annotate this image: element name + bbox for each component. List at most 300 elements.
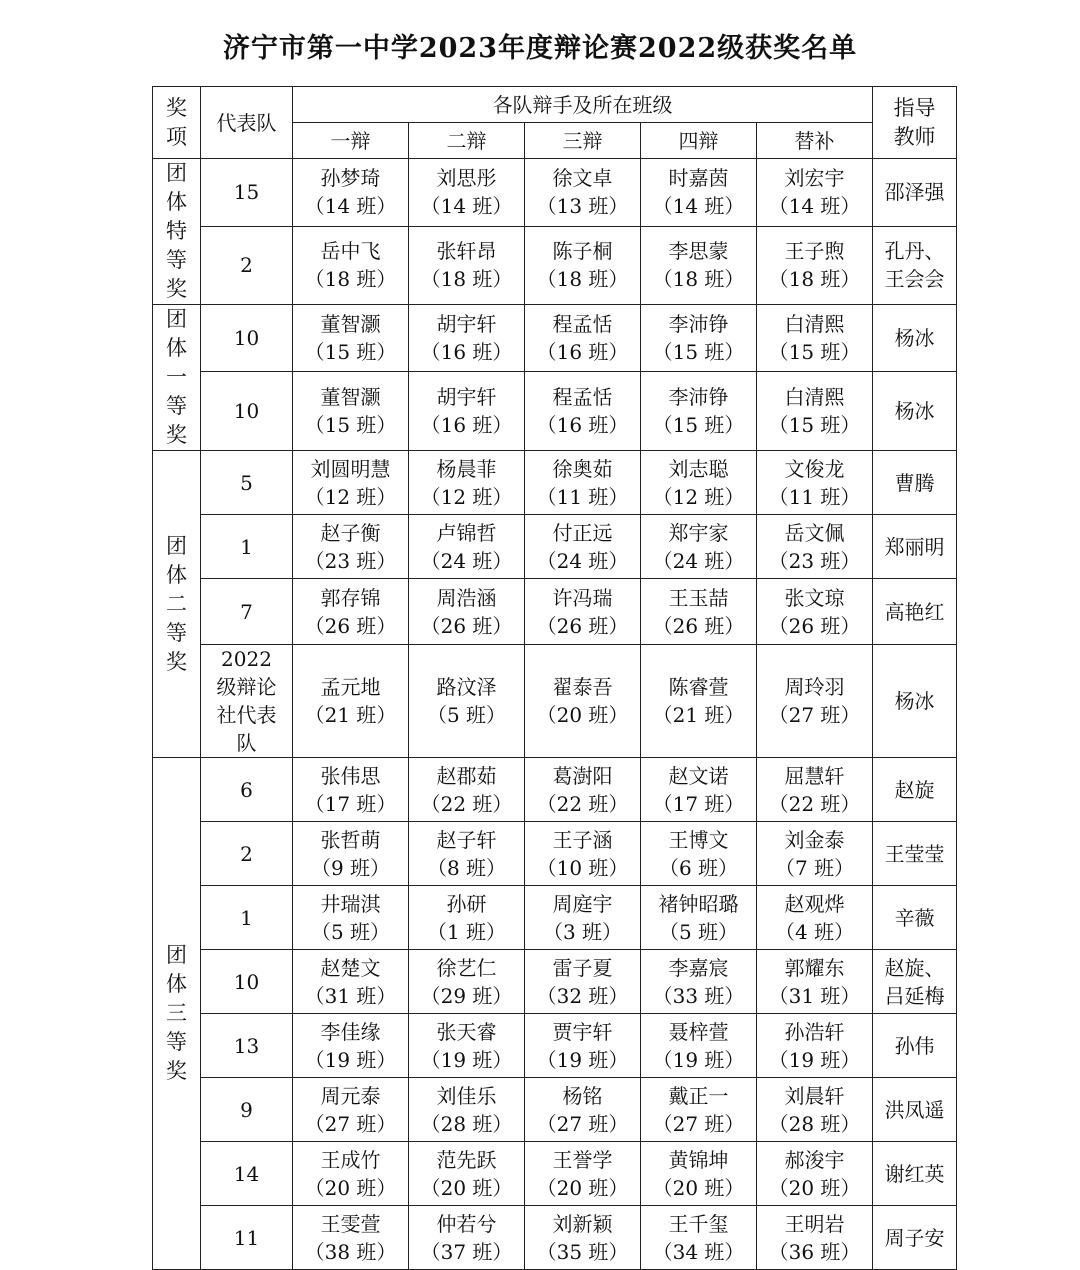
debater-name: 文俊龙 (784, 456, 845, 481)
teacher-cell: 杨冰 (873, 371, 957, 450)
page-title: 济宁市第一中学2023年度辩论赛2022级获奖名单 (222, 33, 858, 64)
debater-cell (409, 1078, 525, 1142)
debater-class: （23 班） (304, 548, 397, 573)
debater-cell (409, 226, 525, 304)
debater-cell (525, 579, 641, 645)
debater-cell (293, 1142, 409, 1206)
debater-name: 张天睿 (436, 1019, 497, 1044)
debater-name: 王玉喆 (668, 585, 729, 610)
debater-class: （4 班） (774, 919, 855, 944)
debater-cell (409, 579, 525, 645)
debater-cell (757, 886, 873, 950)
table-row (153, 579, 957, 645)
debater-class: （37 班） (420, 1239, 513, 1264)
debater-name: 黄锦坤 (668, 1147, 729, 1172)
debater-class: （13 班） (536, 194, 629, 219)
award-cell (153, 758, 201, 1270)
debater-name: 葛澍阳 (552, 763, 613, 788)
debater-cell (641, 451, 757, 515)
table-row (153, 1078, 957, 1142)
teacher-cell: 孔丹、王会会 (873, 226, 957, 304)
debater-cell (641, 1206, 757, 1270)
debater-name: 张伟思 (320, 763, 381, 788)
debater-name: 郝浚宇 (784, 1147, 845, 1172)
debater-cell (409, 451, 525, 515)
team-cell: 10 (201, 305, 293, 372)
debater-name: 付正远 (552, 520, 613, 545)
debater-name: 周玲羽 (784, 675, 845, 699)
debater-class: （16 班） (536, 412, 629, 437)
debater-cell (409, 515, 525, 579)
team-cell: 11 (201, 1206, 293, 1270)
debater-name: 聂梓萱 (668, 1019, 729, 1044)
debater-cell (641, 645, 757, 758)
table-row (153, 886, 957, 950)
debater-class: （24 班） (536, 548, 629, 573)
debater-name: 刘金泰 (784, 827, 845, 852)
debater-class: （16 班） (420, 339, 513, 364)
debater-class: （22 班） (536, 791, 629, 816)
debater-class: （27 班） (536, 1111, 629, 1136)
debater-class: （14 班） (420, 194, 513, 219)
teacher-cell: 高艳红 (873, 579, 957, 645)
debater-cell (641, 1142, 757, 1206)
debater-class: （9 班） (310, 855, 391, 880)
debater-class: （14 班） (768, 194, 861, 219)
debater-cell (293, 226, 409, 304)
debater-cell (757, 758, 873, 822)
table-row (153, 1014, 957, 1078)
debater-cell (525, 1142, 641, 1206)
debater-class: （20 班） (420, 1175, 513, 1200)
debater-name: 李嘉宸 (668, 955, 729, 980)
teacher-cell: 赵旋 (873, 758, 957, 822)
debater-name: 贾宇轩 (552, 1019, 613, 1044)
debater-name: 戴正一 (668, 1083, 729, 1108)
debater-name: 时嘉茵 (668, 166, 729, 191)
debater-cell (641, 226, 757, 304)
team-cell: 9 (201, 1078, 293, 1142)
team-cell: 15 (201, 159, 293, 227)
debater-name: 王誉学 (552, 1147, 613, 1172)
debater-name: 陈睿萱 (668, 675, 729, 699)
debater-class: （11 班） (768, 484, 861, 509)
debater-name: 刘宏宇 (784, 166, 845, 191)
debater-class: （19 班） (304, 1047, 397, 1072)
debater-class: （16 班） (536, 339, 629, 364)
debater-name: 刘思彤 (436, 166, 497, 191)
debater-class: （18 班） (768, 267, 861, 292)
team-cell: 6 (201, 758, 293, 822)
teacher-cell: 谢红英 (873, 1142, 957, 1206)
teacher-cell: 周子安 (873, 1206, 957, 1270)
debater-class: （19 班） (652, 1047, 745, 1072)
debater-cell (641, 371, 757, 450)
debater-cell (641, 758, 757, 822)
debater-name: 赵子轩 (436, 827, 497, 852)
teacher-cell: 邵泽强 (873, 159, 957, 227)
debater-class: （15 班） (652, 412, 745, 437)
debater-name: 白清熙 (784, 384, 845, 409)
debater-class: （20 班） (768, 1175, 861, 1200)
table-row (153, 451, 957, 515)
table-row (153, 305, 957, 372)
debater-name: 董智灏 (320, 311, 381, 336)
debater-class: （33 班） (652, 983, 745, 1008)
debater-cell (409, 886, 525, 950)
teacher-cell: 辛薇 (873, 886, 957, 950)
debater-cell (641, 1078, 757, 1142)
debater-class: （36 班） (768, 1239, 861, 1264)
debater-class: （19 班） (768, 1047, 861, 1072)
debater-name: 杨晨菲 (436, 456, 497, 481)
debater-class: （15 班） (768, 339, 861, 364)
debater-class: （27 班） (768, 703, 861, 727)
debater-class: （18 班） (536, 267, 629, 292)
debater-name: 赵观烨 (784, 891, 845, 916)
award-label: 团体一等奖 (166, 307, 187, 447)
debater-class: （17 班） (652, 791, 745, 816)
debater-class: （26 班） (768, 613, 861, 638)
debater-cell (409, 305, 525, 372)
debater-class: （28 班） (768, 1111, 861, 1136)
table-row (153, 645, 957, 758)
team-cell: 2022 级辩论社代表队 (201, 645, 293, 758)
debater-class: （20 班） (536, 1175, 629, 1200)
debater-name: 雷子夏 (552, 955, 613, 980)
table-row (153, 1142, 957, 1206)
debater-cell (757, 1142, 873, 1206)
debater-cell (409, 950, 525, 1014)
debater-class: （1 班） (426, 919, 507, 944)
teacher-cell: 孙伟 (873, 1014, 957, 1078)
debater-class: （14 班） (652, 194, 745, 219)
debater-cell (409, 1206, 525, 1270)
debater-name: 白清熙 (784, 311, 845, 336)
debater-class: （18 班） (420, 267, 513, 292)
debater-name: 郭耀东 (784, 955, 845, 980)
header-teacher: 指导教师 (873, 87, 957, 159)
debater-cell (757, 1078, 873, 1142)
debater-class: （24 班） (420, 548, 513, 573)
debater-name: 卢锦哲 (436, 520, 497, 545)
debater-class: （5 班） (658, 919, 739, 944)
teacher-cell: 洪凤遥 (873, 1078, 957, 1142)
debater-cell (641, 822, 757, 886)
header-position-2: 二辩 (409, 123, 525, 159)
debater-class: （29 班） (420, 983, 513, 1008)
debater-name: 徐文卓 (552, 166, 613, 191)
debater-cell (757, 579, 873, 645)
team-cell: 10 (201, 371, 293, 450)
debater-cell (293, 515, 409, 579)
team-cell: 2 (201, 226, 293, 304)
debater-name: 郭存锦 (320, 585, 381, 610)
debater-class: （20 班） (652, 1175, 745, 1200)
debater-cell (757, 1206, 873, 1270)
debater-class: （15 班） (304, 412, 397, 437)
debater-class: （26 班） (652, 613, 745, 638)
table-row (153, 1206, 957, 1270)
header-debaters: 各队辩手及所在班级 (293, 87, 873, 123)
debater-class: （34 班） (652, 1239, 745, 1264)
teacher-cell: 王莹莹 (873, 822, 957, 886)
debater-name: 杨铭 (562, 1083, 603, 1108)
debater-name: 王成竹 (320, 1147, 381, 1172)
debater-name: 范先跃 (436, 1147, 497, 1172)
debater-name: 程孟恬 (552, 311, 613, 336)
debater-name: 赵文诺 (668, 763, 729, 788)
debater-class: （31 班） (768, 983, 861, 1008)
debater-cell (641, 159, 757, 227)
debater-class: （26 班） (304, 613, 397, 638)
table-row (153, 758, 957, 822)
teacher-cell: 杨冰 (873, 645, 957, 758)
debater-name: 李思蒙 (668, 239, 729, 264)
debater-cell (525, 1014, 641, 1078)
debater-class: （12 班） (304, 484, 397, 509)
debater-name: 岳中飞 (320, 239, 381, 264)
debater-name: 刘志聪 (668, 456, 729, 481)
debater-cell (293, 451, 409, 515)
award-cell (153, 451, 201, 758)
debater-name: 胡宇轩 (436, 311, 497, 336)
debater-name: 翟泰吾 (552, 675, 613, 699)
header-team: 代表队 (201, 87, 293, 159)
debater-name: 刘新颖 (552, 1211, 613, 1236)
debater-name: 孙梦琦 (320, 166, 381, 191)
debater-name: 张哲萌 (320, 827, 381, 852)
debater-name: 张文琼 (784, 585, 845, 610)
debater-cell (409, 1014, 525, 1078)
debater-cell (293, 1078, 409, 1142)
header-position-5: 替补 (757, 123, 873, 159)
debater-name: 周浩涵 (436, 585, 497, 610)
header-award: 奖项 (153, 87, 201, 159)
header-position-1: 一辩 (293, 123, 409, 159)
debater-class: （24 班） (652, 548, 745, 573)
debater-name: 程孟恬 (552, 384, 613, 409)
debater-class: （27 班） (304, 1111, 397, 1136)
debater-cell (409, 159, 525, 227)
award-cell (153, 159, 201, 305)
debater-class: （5 班） (426, 703, 507, 727)
debater-cell (409, 1142, 525, 1206)
award-label: 团体三等奖 (166, 943, 187, 1083)
table-row (153, 371, 957, 450)
table-row (153, 226, 957, 304)
debater-cell (293, 305, 409, 372)
debater-class: （18 班） (304, 267, 397, 292)
debater-class: （21 班） (652, 703, 745, 727)
debater-cell (293, 950, 409, 1014)
debater-class: （15 班） (768, 412, 861, 437)
debater-class: （20 班） (304, 1175, 397, 1200)
debater-class: （12 班） (420, 484, 513, 509)
teacher-cell: 杨冰 (873, 305, 957, 372)
debater-cell (641, 579, 757, 645)
team-cell: 1 (201, 515, 293, 579)
debater-cell (293, 645, 409, 758)
debater-name: 王博文 (668, 827, 729, 852)
debater-cell (293, 822, 409, 886)
teacher-cell: 曹腾 (873, 451, 957, 515)
teacher-cell: 郑丽明 (873, 515, 957, 579)
debater-cell (525, 950, 641, 1014)
debater-class: （15 班） (652, 339, 745, 364)
debater-class: （19 班） (420, 1047, 513, 1072)
debater-class: （28 班） (420, 1111, 513, 1136)
debater-cell (757, 226, 873, 304)
debater-name: 褚钟昭璐 (658, 891, 739, 916)
teacher-cell: 赵旋、吕延梅 (873, 950, 957, 1014)
debater-cell (293, 579, 409, 645)
debater-name: 王子涵 (552, 827, 613, 852)
debater-name: 陈子桐 (552, 239, 613, 264)
debater-name: 徐奥茹 (552, 456, 613, 481)
debater-cell (757, 1014, 873, 1078)
debater-cell (525, 515, 641, 579)
debater-name: 董智灏 (320, 384, 381, 409)
debater-class: （27 班） (652, 1111, 745, 1136)
debater-class: （31 班） (304, 983, 397, 1008)
table-row (153, 822, 957, 886)
debater-class: （8 班） (426, 855, 507, 880)
team-cell: 14 (201, 1142, 293, 1206)
team-cell: 7 (201, 579, 293, 645)
debater-cell (757, 159, 873, 227)
debater-class: （23 班） (768, 548, 861, 573)
debater-cell (525, 1078, 641, 1142)
debater-name: 孟元地 (320, 675, 381, 699)
debater-cell (757, 371, 873, 450)
debater-name: 周庭宇 (552, 891, 613, 916)
debater-cell (293, 1206, 409, 1270)
debater-name: 张轩昂 (436, 239, 497, 264)
debater-class: （35 班） (536, 1239, 629, 1264)
debater-cell (409, 758, 525, 822)
award-table (152, 86, 957, 1270)
debater-class: （19 班） (536, 1047, 629, 1072)
debater-cell (641, 305, 757, 372)
debater-class: （10 班） (536, 855, 629, 880)
debater-name: 王雯萱 (320, 1211, 381, 1236)
debater-cell (525, 451, 641, 515)
debater-cell (525, 758, 641, 822)
debater-cell (525, 371, 641, 450)
debater-name: 屈慧轩 (784, 763, 845, 788)
debater-class: （22 班） (420, 791, 513, 816)
award-label: 团体特等奖 (166, 161, 187, 301)
debater-name: 刘晨轩 (784, 1083, 845, 1108)
debater-name: 王子煦 (784, 239, 845, 264)
debater-name: 李沛铮 (668, 311, 729, 336)
debater-cell (641, 1014, 757, 1078)
debater-class: （38 班） (304, 1239, 397, 1264)
debater-class: （26 班） (420, 613, 513, 638)
debater-name: 徐艺仁 (436, 955, 497, 980)
debater-cell (757, 645, 873, 758)
debater-cell (293, 1014, 409, 1078)
debater-class: （16 班） (420, 412, 513, 437)
debater-name: 刘佳乐 (436, 1083, 497, 1108)
debater-class: （17 班） (304, 791, 397, 816)
debater-cell (757, 305, 873, 372)
debater-name: 许冯瑞 (552, 585, 613, 610)
table-row (153, 515, 957, 579)
debater-cell (525, 305, 641, 372)
debater-cell (757, 950, 873, 1014)
debater-cell (293, 159, 409, 227)
debater-class: （32 班） (536, 983, 629, 1008)
debater-cell (293, 886, 409, 950)
debater-name: 仲若兮 (436, 1211, 497, 1236)
debater-name: 李沛铮 (668, 384, 729, 409)
debater-cell (641, 886, 757, 950)
debater-name: 王明岩 (784, 1211, 845, 1236)
team-cell: 5 (201, 451, 293, 515)
debater-class: （21 班） (304, 703, 397, 727)
debater-class: （15 班） (304, 339, 397, 364)
debater-cell (641, 950, 757, 1014)
debater-class: （6 班） (658, 855, 739, 880)
debater-cell (525, 886, 641, 950)
debater-cell (757, 451, 873, 515)
team-cell: 1 (201, 886, 293, 950)
debater-cell (525, 159, 641, 227)
debater-cell (409, 645, 525, 758)
debater-cell (641, 515, 757, 579)
debater-name: 路汶泽 (436, 675, 497, 699)
debater-name: 赵楚文 (320, 955, 381, 980)
debater-cell (409, 822, 525, 886)
debater-class: （26 班） (536, 613, 629, 638)
table-row (153, 159, 957, 227)
debater-name: 胡宇轩 (436, 384, 497, 409)
debater-name: 郑宇家 (668, 520, 729, 545)
debater-name: 孙浩轩 (784, 1019, 845, 1044)
debater-cell (293, 371, 409, 450)
debater-name: 井瑞淇 (320, 891, 381, 916)
debater-class: （3 班） (542, 919, 623, 944)
debater-class: （11 班） (536, 484, 629, 509)
debater-class: （7 班） (774, 855, 855, 880)
debater-name: 赵郡茹 (436, 763, 497, 788)
debater-name: 岳文佩 (784, 520, 845, 545)
debater-name: 孙研 (446, 891, 487, 916)
debater-cell (757, 515, 873, 579)
debater-cell (757, 822, 873, 886)
team-cell: 10 (201, 950, 293, 1014)
debater-cell (525, 645, 641, 758)
header-position-3: 三辩 (525, 123, 641, 159)
debater-class: （12 班） (652, 484, 745, 509)
debater-cell (525, 822, 641, 886)
header-position-4: 四辩 (641, 123, 757, 159)
debater-cell (525, 1206, 641, 1270)
debater-name: 刘圆明慧 (310, 456, 391, 481)
debater-class: （5 班） (310, 919, 391, 944)
debater-class: （14 班） (304, 194, 397, 219)
table-row (153, 950, 957, 1014)
debater-cell (293, 758, 409, 822)
debater-name: 周元泰 (320, 1083, 381, 1108)
debater-cell (409, 371, 525, 450)
debater-class: （20 班） (536, 703, 629, 727)
debater-cell (525, 226, 641, 304)
debater-name: 王千玺 (668, 1211, 729, 1236)
debater-name: 赵子衡 (320, 520, 381, 545)
